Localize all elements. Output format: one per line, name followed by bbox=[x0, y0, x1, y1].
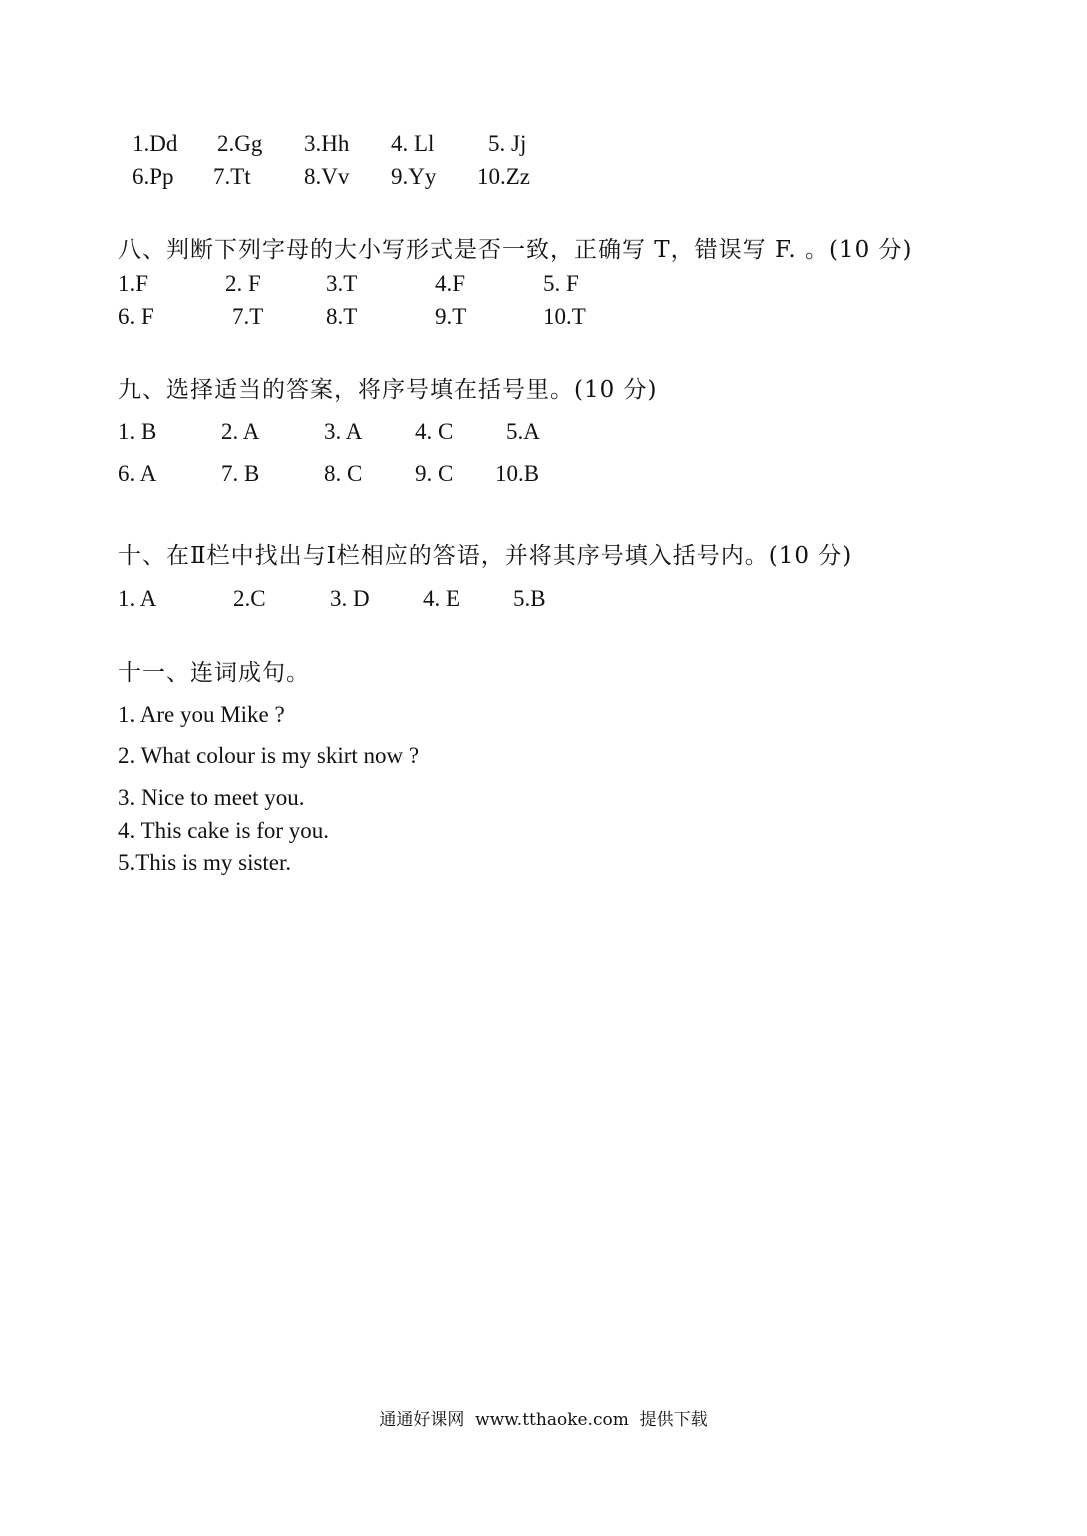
answer-item: 3.T bbox=[326, 271, 358, 296]
answer-item: 5.B bbox=[513, 586, 546, 611]
answer-item: 9. C bbox=[415, 461, 454, 486]
page-footer: 通通好课网 www.tthaoke.com 提供下载 bbox=[379, 1410, 708, 1430]
answer-item: 2. A bbox=[221, 419, 260, 444]
answer-item: 1. B bbox=[118, 419, 157, 444]
answer-item: 4. C bbox=[415, 419, 454, 444]
answer-item: 4. E bbox=[423, 586, 461, 611]
sentence-item: 4. This cake is for you. bbox=[118, 818, 330, 843]
sentence-item: 3. Nice to meet you. bbox=[118, 785, 305, 810]
answer-item: 2. F bbox=[225, 271, 261, 296]
answer-item: 4. Ll bbox=[391, 131, 435, 156]
answer-item: 1.F bbox=[118, 271, 149, 296]
answer-item: 7.Tt bbox=[213, 164, 251, 189]
sentence-item: 2. What colour is my skirt now ? bbox=[118, 743, 420, 768]
answer-item: 7.T bbox=[232, 304, 264, 329]
answer-item: 10.B bbox=[495, 461, 540, 486]
section-ten-heading: 十、在Ⅱ栏中找出与Ⅰ栏相应的答语，并将其序号填入括号内。(10 分) bbox=[118, 543, 853, 569]
section-eleven-heading: 十一、连词成句。 bbox=[118, 660, 310, 686]
answer-item: 8.Vv bbox=[304, 164, 350, 189]
section-nine-heading: 九、选择适当的答案，将序号填在括号里。(10 分) bbox=[118, 377, 658, 403]
answer-item: 3.Hh bbox=[304, 131, 350, 156]
answer-item: 5. F bbox=[543, 271, 579, 296]
answer-item: 1.Dd bbox=[132, 131, 178, 156]
answer-item: 2.Gg bbox=[217, 131, 263, 156]
section-eight-heading: 八、判断下列字母的大小写形式是否一致，正确写 T，错误写 F. 。(10 分) bbox=[118, 237, 913, 263]
answer-item: 8.T bbox=[326, 304, 358, 329]
answer-item: 6.Pp bbox=[132, 164, 174, 189]
sentence-item: 1. Are you Mike ? bbox=[118, 702, 285, 727]
answer-item: 7. B bbox=[221, 461, 260, 486]
sentence-item: 5.This is my sister. bbox=[118, 850, 292, 875]
answer-item: 5.A bbox=[506, 419, 540, 444]
answer-item: 2.C bbox=[233, 586, 266, 611]
answer-item: 6. F bbox=[118, 304, 154, 329]
answer-item: 9.Yy bbox=[391, 164, 437, 189]
answer-item: 10.T bbox=[543, 304, 586, 329]
answer-item: 3. D bbox=[330, 586, 370, 611]
answer-item: 1. A bbox=[118, 586, 157, 611]
answer-item: 3. A bbox=[324, 419, 363, 444]
answer-item: 9.T bbox=[435, 304, 467, 329]
answer-item: 4.F bbox=[435, 271, 466, 296]
answer-item: 5. Jj bbox=[488, 131, 527, 156]
answer-item: 6. A bbox=[118, 461, 157, 486]
answer-item: 8. C bbox=[324, 461, 363, 486]
answer-item: 10.Zz bbox=[477, 164, 531, 189]
